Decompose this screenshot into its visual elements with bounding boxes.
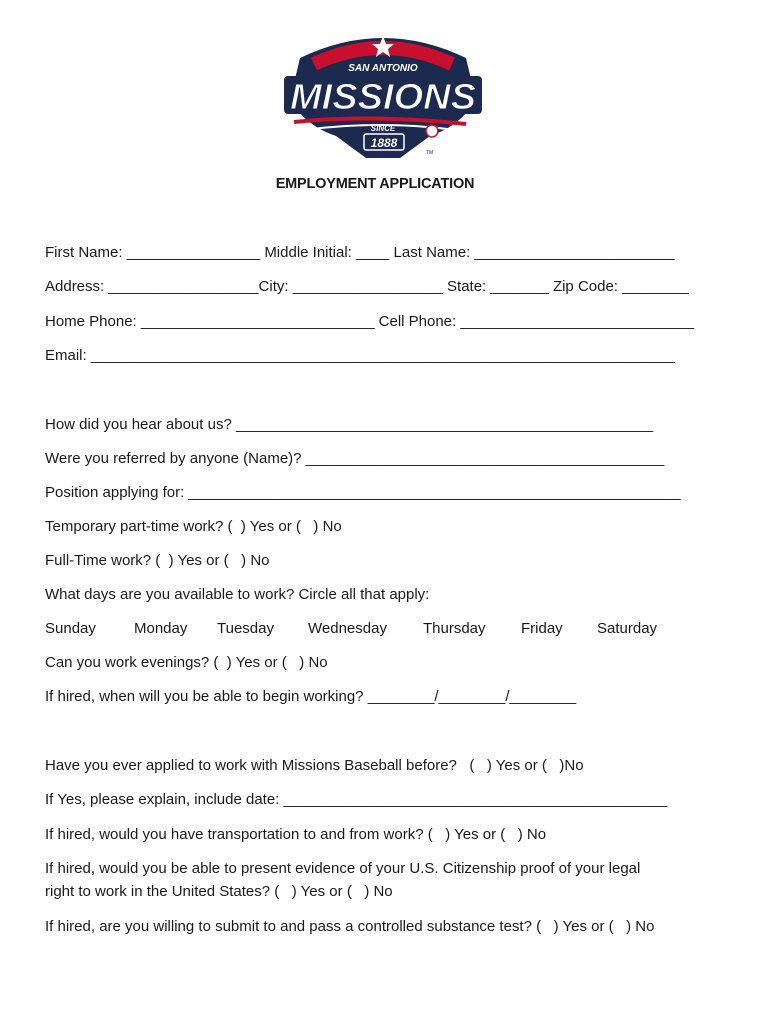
logo-main-text: MISSIONS <box>290 76 476 117</box>
day-tuesday[interactable]: Tuesday <box>217 620 274 637</box>
temporary-work-line[interactable]: Temporary part-time work? ( ) Yes or ( ) No <box>45 518 342 535</box>
day-monday[interactable]: Monday <box>134 620 188 637</box>
day-wednesday[interactable]: Wednesday <box>308 620 387 637</box>
applied-before-line[interactable]: Have you ever applied to work with Missions Baseball before? ( ) Yes or ( )No <box>45 757 584 774</box>
day-sunday[interactable]: Sunday <box>45 620 96 637</box>
citizenship-line-2[interactable]: right to work in the United States? ( ) Yes or ( ) No <box>45 883 393 900</box>
citizenship-line-1: If hired, would you be able to present evidence of your U.S. Citizenship proof of your legal <box>45 860 641 877</box>
day-thursday[interactable]: Thursday <box>423 620 486 637</box>
days-row <box>45 620 745 638</box>
fulltime-work-line[interactable]: Full-Time work? ( ) Yes or ( ) No <box>45 552 270 569</box>
days-question: What days are you available to work? Circle all that apply: <box>45 586 430 603</box>
begin-date-line[interactable]: If hired, when will you be able to begin working? ________/________/________ <box>45 688 577 705</box>
position-line[interactable]: Position applying for: ___________________________________________________________ <box>45 484 681 501</box>
transportation-line[interactable]: If hired, would you have transportation to and from work? ( ) Yes or ( ) No <box>45 826 547 843</box>
logo-since-text: SINCE <box>370 124 396 133</box>
substance-test-line[interactable]: If hired, are you willing to submit to and pass a controlled substance test? ( ) Yes or ( ) No <box>45 918 655 935</box>
missions-logo <box>280 30 486 160</box>
evenings-line[interactable]: Can you work evenings? ( ) Yes or ( ) No <box>45 654 328 671</box>
logo-tm: TM <box>426 150 434 156</box>
day-friday[interactable]: Friday <box>521 620 563 637</box>
baseball-icon <box>426 125 438 137</box>
logo-top-text: SAN ANTONIO <box>348 63 418 74</box>
address-line[interactable]: Address: __________________City: __________________ State: _______ Zip Code: ________ <box>45 278 689 295</box>
page-title: EMPLOYMENT APPLICATION <box>275 176 475 192</box>
referred-line[interactable]: Were you referred by anyone (Name)? ___________________________________________ <box>45 450 665 467</box>
name-line[interactable]: First Name: ________________ Middle Initial: ____ Last Name: ________________________ <box>45 244 675 261</box>
phone-line[interactable]: Home Phone: ____________________________ Cell Phone: ____________________________ <box>45 313 694 330</box>
email-line[interactable]: Email: ______________________________________________________________________ <box>45 347 675 364</box>
hear-about-line[interactable]: How did you hear about us? __________________________________________________ <box>45 416 654 433</box>
explain-line[interactable]: If Yes, please explain, include date: ______________________________________________ <box>45 791 668 808</box>
logo-year-text: 1888 <box>370 136 398 150</box>
day-saturday[interactable]: Saturday <box>597 620 658 637</box>
